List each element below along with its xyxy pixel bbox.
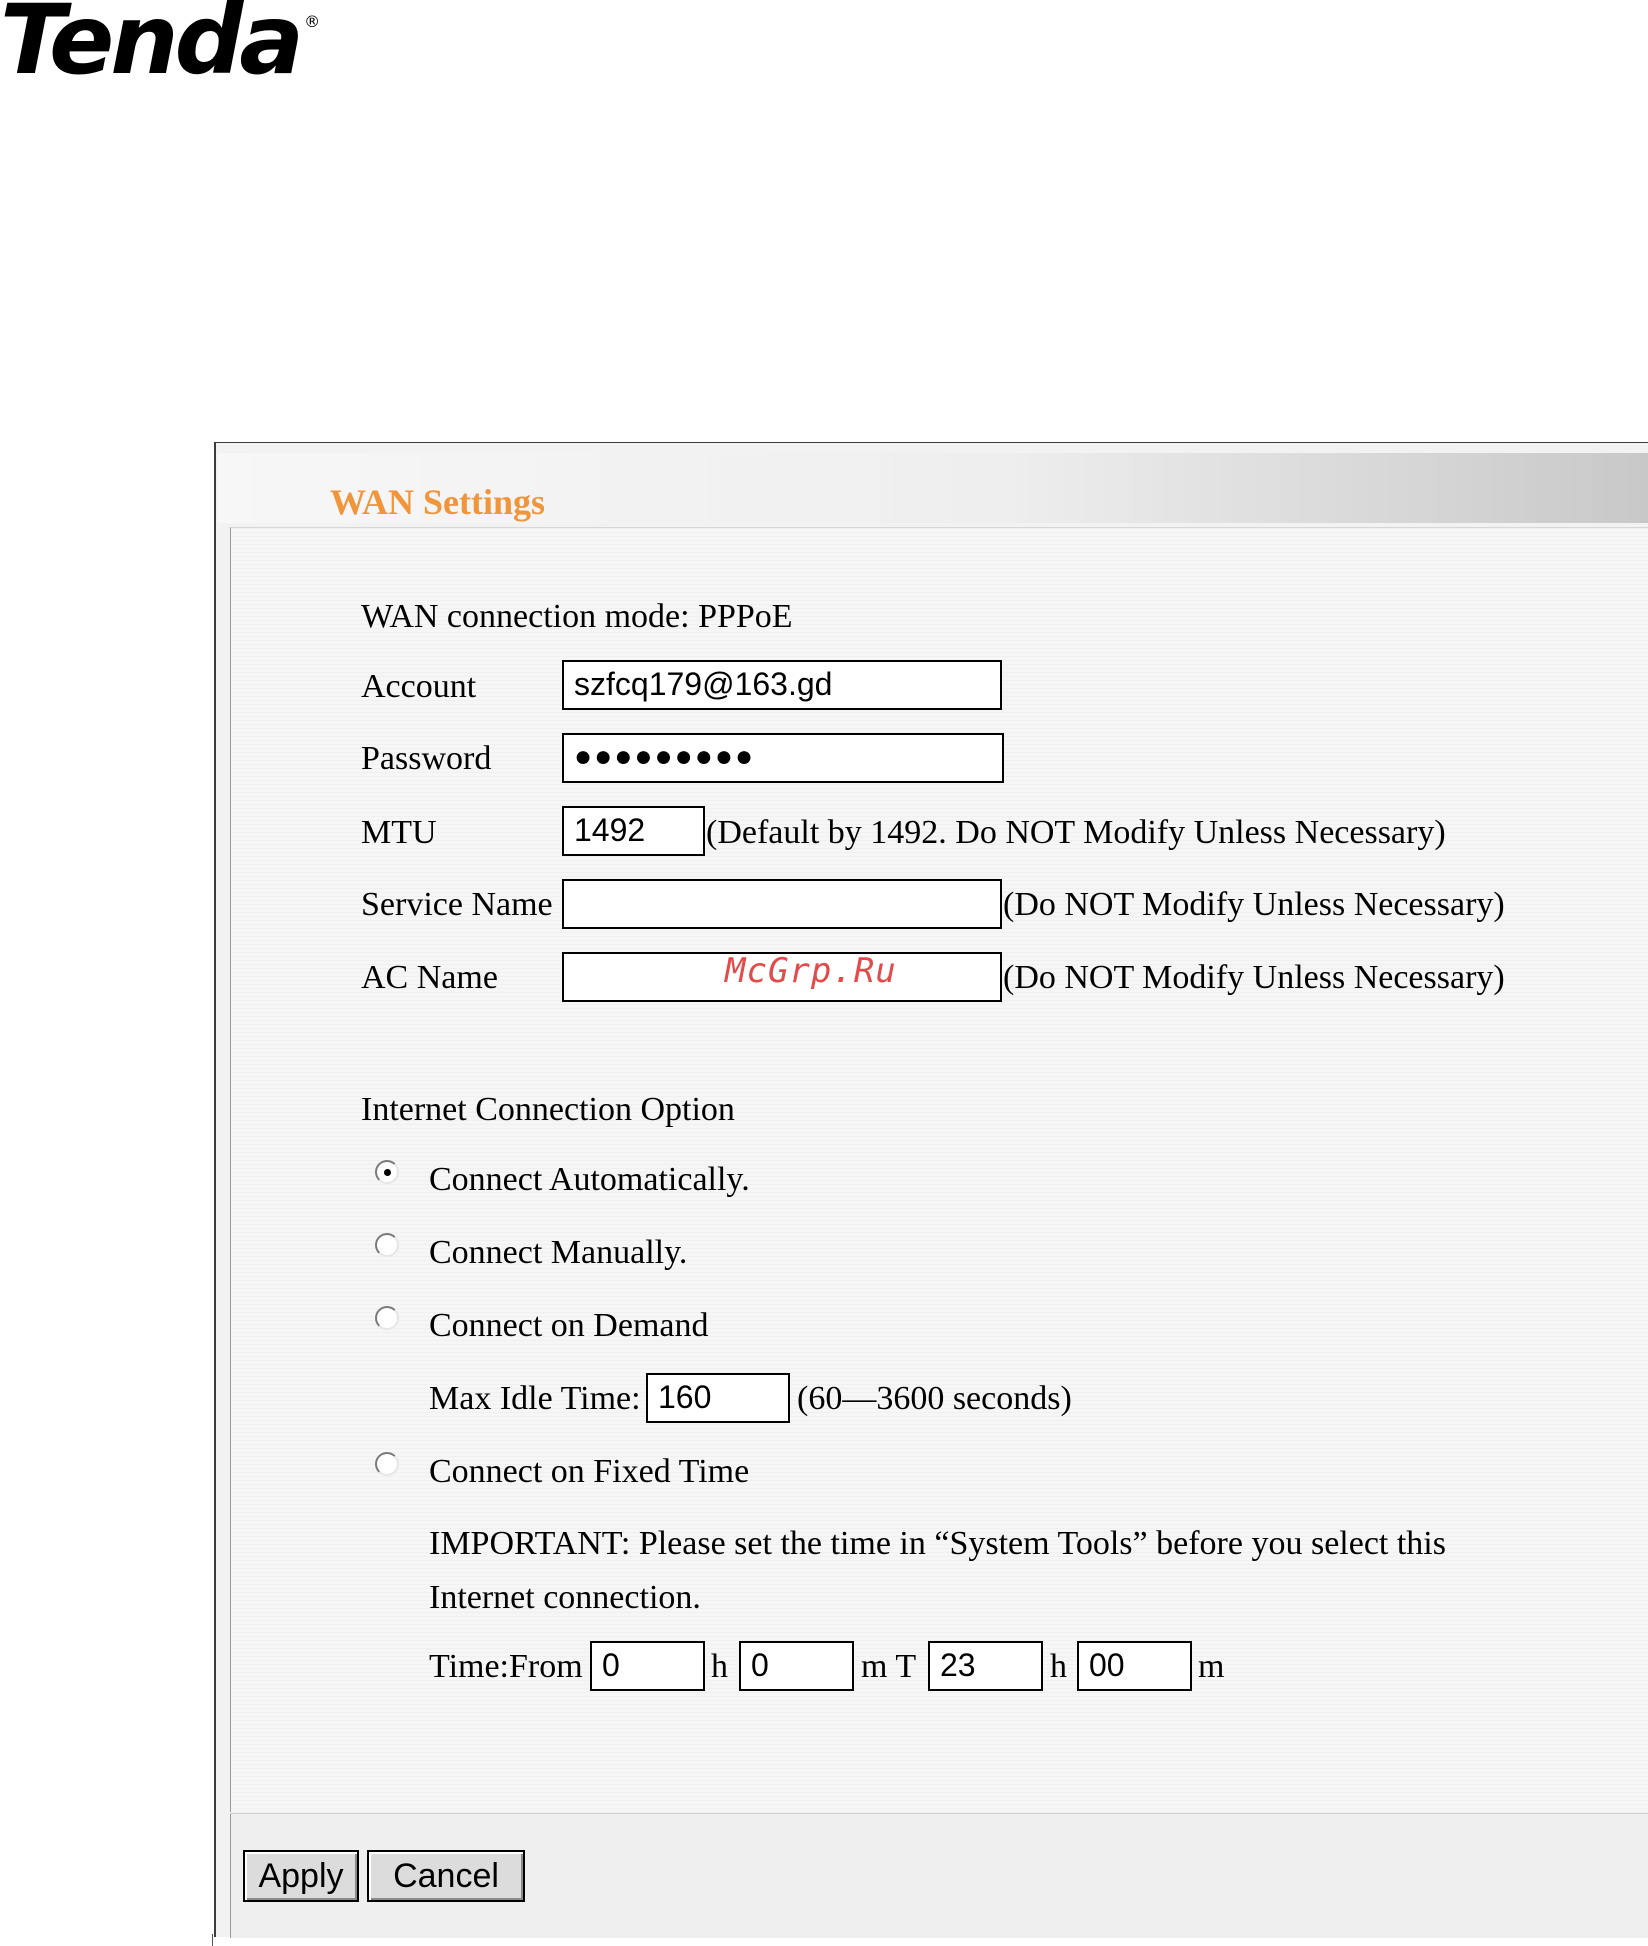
option-demand-label: Connect on Demand xyxy=(429,1307,709,1344)
account-input[interactable]: szfcq179@163.gd xyxy=(562,660,1002,710)
page-title: WAN Settings xyxy=(330,482,546,522)
tenda-logo xyxy=(0,0,321,96)
option-auto-label: Connect Automatically. xyxy=(429,1161,750,1198)
account-label: Account xyxy=(361,668,477,705)
apply-button[interactable]: Apply xyxy=(243,1850,359,1902)
wan-settings-panel xyxy=(214,442,1648,1937)
minute-unit-2: m xyxy=(1198,1648,1225,1685)
to-minute-input[interactable]: 00 xyxy=(1077,1641,1192,1691)
service-name-hint: (Do NOT Modify Unless Necessary) xyxy=(1003,886,1505,923)
important-notice-line2: Internet connection. xyxy=(429,1579,701,1616)
connection-mode-text xyxy=(361,600,793,634)
cancel-button[interactable]: Cancel xyxy=(367,1850,525,1902)
logo-text: Tenda xyxy=(0,0,301,96)
radio-connect-on-demand[interactable] xyxy=(375,1306,399,1330)
from-minute-input[interactable]: 0 xyxy=(739,1641,854,1691)
watermark: McGrp.Ru xyxy=(725,951,897,991)
radio-connect-manually[interactable] xyxy=(375,1233,399,1257)
connection-mode-value: PPPoE xyxy=(698,598,793,635)
ac-name-label: AC Name xyxy=(361,959,498,996)
important-notice-line1: IMPORTANT: Please set the time in “System Tools” before you select this xyxy=(429,1525,1446,1562)
radio-selected-dot xyxy=(384,1169,391,1176)
service-name-label: Service Name xyxy=(361,886,553,923)
panel-header xyxy=(218,453,1648,523)
option-manual-label: Connect Manually. xyxy=(429,1234,688,1271)
max-idle-label: Max Idle Time: xyxy=(429,1380,641,1417)
radio-connect-automatically[interactable] xyxy=(375,1160,399,1184)
password-label: Password xyxy=(361,740,492,777)
button-bar xyxy=(230,1813,1648,1938)
mtu-hint: (Default by 1492. Do NOT Modify Unless Necessary) xyxy=(706,814,1446,851)
mtu-label: MTU xyxy=(361,814,437,851)
minute-to-label: m T xyxy=(861,1648,917,1685)
internet-option-heading: Internet Connection Option xyxy=(361,1091,735,1128)
ac-name-hint: (Do NOT Modify Unless Necessary) xyxy=(1003,959,1505,996)
option-fixed-label: Connect on Fixed Time xyxy=(429,1453,750,1490)
trademark-symbol: ® xyxy=(304,12,321,31)
max-idle-input[interactable]: 160 xyxy=(646,1373,790,1423)
connection-mode-label: WAN connection mode: xyxy=(361,598,690,635)
max-idle-hint: (60—3600 seconds) xyxy=(797,1380,1072,1417)
radio-connect-fixed-time[interactable] xyxy=(375,1452,399,1476)
hour-unit-2: h xyxy=(1050,1648,1067,1685)
hour-unit-1: h xyxy=(711,1648,728,1685)
service-name-input[interactable] xyxy=(562,879,1002,929)
time-from-label: Time:From xyxy=(429,1648,583,1685)
settings-form xyxy=(230,527,1648,1812)
to-hour-input[interactable]: 23 xyxy=(928,1641,1043,1691)
page-edge-mark xyxy=(212,1934,219,1946)
from-hour-input[interactable]: 0 xyxy=(590,1641,705,1691)
password-input[interactable]: ●●●●●●●●● xyxy=(562,733,1004,783)
mtu-input[interactable]: 1492 xyxy=(562,806,705,856)
